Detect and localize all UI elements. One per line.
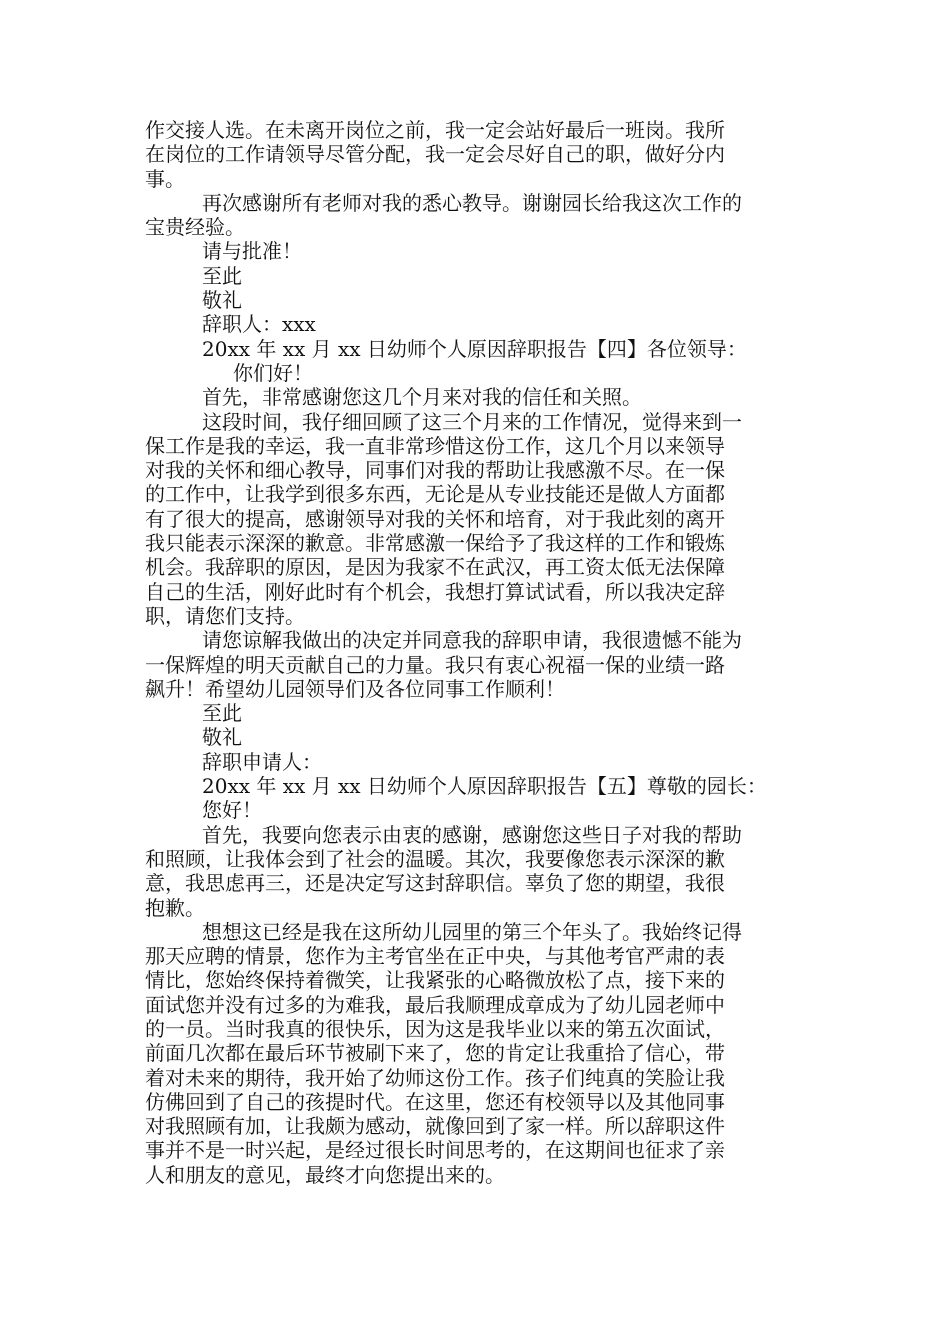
text-line: 自己的生活，刚好此时有个机会，我想打算试试看，所以我决定辞 (145, 579, 725, 604)
document-body (145, 118, 809, 1187)
text-line: 和照顾，让我体会到了社会的温暖。其次，我要像您表示深深的歉 (145, 846, 725, 871)
text-line: 保工作是我的幸运，我一直非常珍惜这份工作，这几个月以来领导 (145, 433, 725, 458)
text-line: 一保辉煌的明天贡献自己的力量。我只有衷心祝福一保的业绩一路 (145, 652, 725, 677)
text-line: 的工作中，让我学到很多东西，无论是从专业技能还是做人方面都 (145, 482, 725, 507)
text-line: 职，请您们支持。 (145, 603, 305, 628)
text-line: 至此 (202, 701, 242, 726)
text-line: 意，我思虑再三，还是决定写这封辞职信。辜负了您的期望，我很 (145, 871, 725, 896)
text-line: 对我的关怀和细心教导，同事们对我的帮助让我感激不尽。在一保 (145, 458, 725, 483)
text-line: 敬礼 (202, 288, 242, 313)
text-line: 的一员。当时我真的很快乐，因为这是我毕业以来的第五次面试， (145, 1016, 725, 1041)
text-line: 事。 (145, 166, 185, 191)
text-line: 机会。我辞职的原因，是因为我家不在武汉，再工资太低无法保障 (145, 555, 725, 580)
text-line: 首先，非常感谢您这几个月来对我的信任和关照。 (202, 385, 642, 410)
text-line: 面试您并没有过多的为难我，最后我顺理成章成为了幼儿园老师中 (145, 992, 725, 1017)
text-line: 着对未来的期待，我开始了幼师这份工作。孩子们纯真的笑脸让我 (145, 1065, 725, 1090)
text-line: 在岗位的工作请领导尽管分配，我一定会尽好自己的职，做好分内 (145, 142, 725, 167)
text-line: 请与批准！ (202, 239, 302, 264)
text-line: 再次感谢所有老师对我的悉心教导。谢谢园长给我这次工作的 (202, 190, 742, 215)
signature-line: 辞职人：xxx (202, 312, 316, 337)
text-line: 作交接人选。在未离开岗位之前，我一定会站好最后一班岗。我所 (145, 118, 725, 142)
text-line: 人和朋友的意见，最终才向您提出来的。 (145, 1162, 505, 1187)
section-heading: 20xx 年 xx 月 xx 日幼师个人原因辞职报告【四】各位领导： (202, 336, 747, 361)
text-line: 您好！ (202, 798, 262, 823)
text-line: 抱歉。 (145, 895, 205, 920)
text-line: 飙升！希望幼儿园领导们及各位同事工作顺利！ (145, 676, 565, 701)
text-line: 那天应聘的情景，您作为主考官坐在正中央，与其他考官严肃的表 (145, 944, 725, 969)
text-line: 首先，我要向您表示由衷的感谢，感谢您这些日子对我的帮助 (202, 822, 742, 847)
text-line: 请您谅解我做出的决定并同意我的辞职申请，我很遗憾不能为 (202, 628, 742, 653)
text-line: 有了很大的提高，感谢领导对我的关怀和培育，对于我此刻的离开 (145, 506, 725, 531)
text-line: 宝贵经验。 (145, 215, 245, 240)
text-line: 我只能表示深深的歉意。非常感激一保给予了我这样的工作和锻炼 (145, 531, 725, 556)
text-line: 你们好！ (233, 360, 313, 385)
section-heading: 20xx 年 xx 月 xx 日幼师个人原因辞职报告【五】尊敬的园长： (202, 774, 767, 799)
text-line: 对我照顾有加，让我颇为感动，就像回到了家一样。所以辞职这件 (145, 1114, 725, 1139)
signature-line: 辞职申请人： (202, 749, 322, 774)
text-line: 想想这已经是我在这所幼儿园里的第三个年头了。我始终记得 (202, 919, 742, 944)
text-line: 这段时间，我仔细回顾了这三个月来的工作情况，觉得来到一 (202, 409, 742, 434)
text-line: 至此 (202, 263, 242, 288)
text-line: 事并不是一时兴起，是经过很长时间思考的，在这期间也征求了亲 (145, 1138, 725, 1163)
text-line: 情比，您始终保持着微笑，让我紧张的心略微放松了点，接下来的 (145, 968, 725, 993)
text-line: 敬礼 (202, 725, 242, 750)
text-line: 仿佛回到了自己的孩提时代。在这里，您还有校领导以及其他同事 (145, 1089, 725, 1114)
text-line: 前面几次都在最后环节被刷下来了，您的肯定让我重拾了信心，带 (145, 1041, 725, 1066)
